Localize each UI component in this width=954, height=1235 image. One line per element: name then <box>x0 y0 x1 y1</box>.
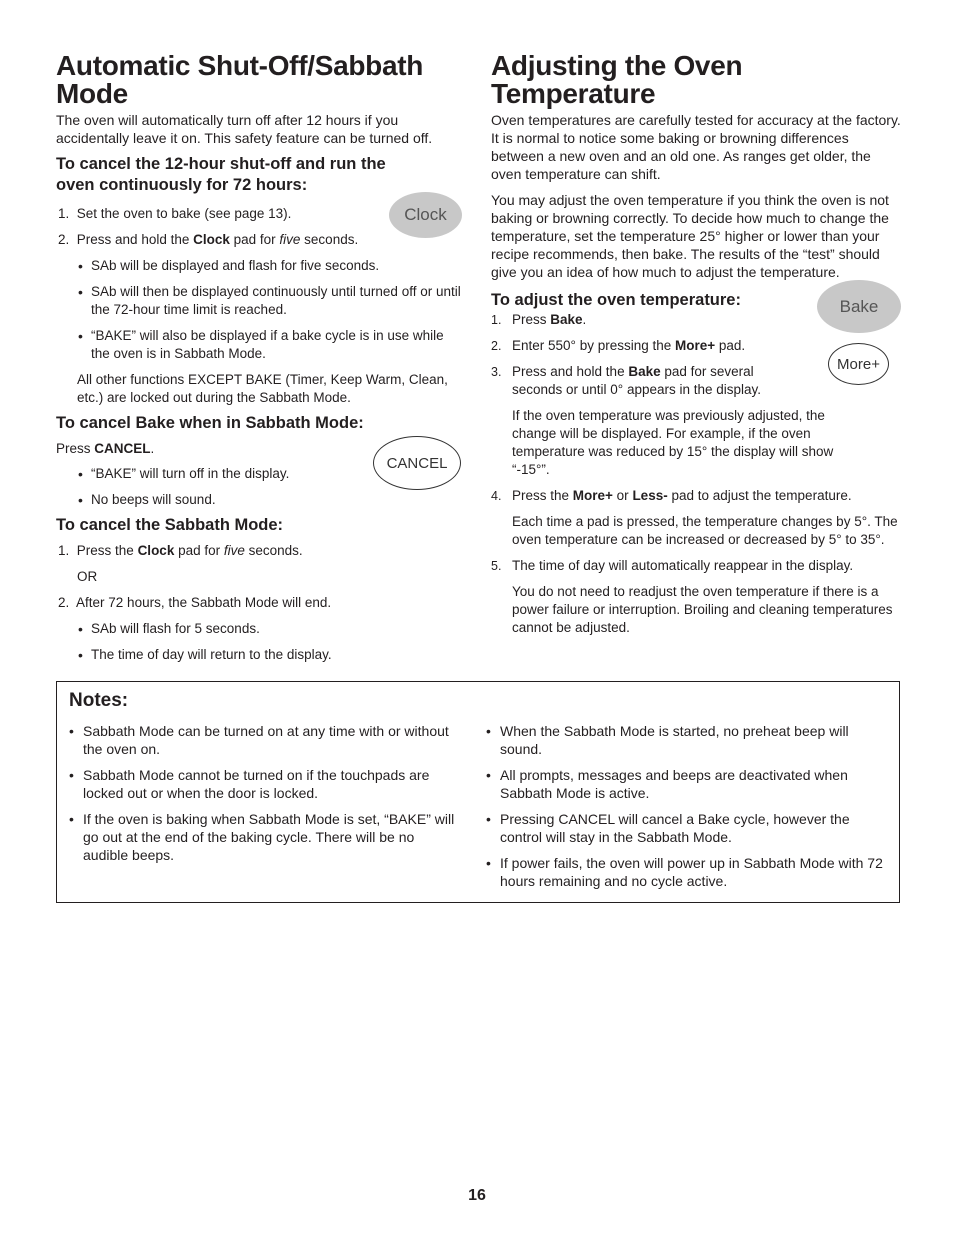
list-item <box>56 327 462 363</box>
list-item <box>56 646 462 664</box>
notes-title: Notes: <box>69 690 129 711</box>
subheading-cancel-bake: To cancel Bake when in Sabbath Mode: <box>56 414 364 432</box>
bullet-dot: • <box>486 811 491 827</box>
step-number: 2. <box>491 339 502 353</box>
list-item-text: “BAKE” will also be displayed if a bake cycle is in use while the oven is in Sabbath Mode. <box>91 328 444 361</box>
step-text: After 72 hours, the Sabbath Mode will end. <box>76 595 332 610</box>
press-text: Press <box>56 441 95 456</box>
step-text: Press and hold the <box>76 232 194 247</box>
bullet-dot: • <box>78 466 83 482</box>
step-text: . <box>582 312 587 327</box>
adjust-step-3 <box>491 363 792 399</box>
list-item-text: “BAKE” will turn off in the display. <box>91 466 290 481</box>
list-item-text: SAb will then be displayed continuously until turned off or until the 72-hour time limit is reached. <box>91 284 461 317</box>
list-item <box>486 722 888 758</box>
right-column <box>491 52 901 637</box>
subheading-line-2: oven continuously for 72 hours: <box>56 176 308 194</box>
bullet-dot: • <box>69 811 74 827</box>
adjust-step-4 <box>491 487 901 505</box>
list-item <box>486 766 888 802</box>
section-title-oven-temp: Adjusting the Oven Temperature <box>491 50 743 109</box>
subheading-adjust-temp: To adjust the oven temperature: <box>491 291 741 309</box>
adjust-step-5 <box>491 557 901 575</box>
cancel-keyword: CANCEL <box>94 441 151 456</box>
note-text: If the oven is baking when Sabbath Mode is set, “BAKE” will go out at the end of the baking cycle. There will be no audible beeps. <box>83 811 455 863</box>
list-item <box>56 491 462 509</box>
subheading-line-1: To cancel the 12-hour shut-off and run the <box>56 155 386 173</box>
subheading-cancel-sabbath: To cancel the Sabbath Mode: <box>56 516 284 534</box>
paragraph-adjust: You may adjust the oven temperature if you think the oven is not baking or browning correctly. To decide how much to change the temperature, set the temperature 25° higher or lower than your recipe recommends, then bake. The results of the “test” should give you an idea of how much to adjust the temperature. <box>491 192 889 280</box>
step-text: pad. <box>715 338 746 353</box>
bullet-dot: • <box>486 767 491 783</box>
bake-keyword: Bake <box>550 312 583 327</box>
clock-keyword: Clock <box>193 232 230 247</box>
step-number: 1. <box>491 313 502 327</box>
note-text: If power fails, the oven will power up in Sabbath Mode with 72 hours remaining and no cycle active. <box>500 855 883 889</box>
step-text: or <box>612 488 633 503</box>
step-text: Enter 550° by pressing the <box>512 338 675 353</box>
bullet-dot: • <box>78 621 83 637</box>
step-number: 1. <box>58 206 70 221</box>
step-text: seconds. <box>300 232 359 247</box>
paragraph-accuracy: Oven temperatures are carefully tested for accuracy at the factory. It is normal to notice some baking or browning differences between a new oven and an old one. As ranges get older, the oven temperature can shift. <box>491 112 901 182</box>
five-keyword: five <box>279 232 301 247</box>
step-text: seconds. <box>244 543 303 558</box>
intro-paragraph: The oven will automatically turn off after 12 hours if you accidentally leave it on. This safety feature can be turned off. <box>56 112 433 146</box>
list-item <box>486 854 888 890</box>
list-item-text: SAb will flash for 5 seconds. <box>91 621 260 636</box>
other-functions-note: All other functions EXCEPT BAKE (Timer, Keep Warm, Clean, etc.) are locked out during the Sabbath Mode. <box>77 372 448 405</box>
step-text: The time of day will automatically reappear in the display. <box>512 558 854 573</box>
title-line-1: Automatic Shut-Off/Sabbath <box>56 50 424 81</box>
bake-pad-icon: Bake <box>817 280 901 333</box>
list-item <box>69 766 457 802</box>
bullet-dot: • <box>78 258 83 274</box>
step-number: 5. <box>491 559 502 573</box>
step-number: 2. <box>58 595 70 610</box>
clock-keyword: Clock <box>137 543 175 558</box>
adjust-step-4-note: Each time a pad is pressed, the temperature changes by 5°. The oven temperature can be increased or decreased by 5° to 35°. <box>512 514 898 547</box>
step-text: Press <box>512 312 551 327</box>
list-item <box>69 810 457 864</box>
adjust-step-3-note: If the oven temperature was previously adjusted, the change will be displayed. For example, if the oven temperature was reduced by 15° the display will show “-15°”. <box>512 408 834 477</box>
subheading-cancel-shutoff <box>56 154 462 196</box>
section-title-sabbath <box>56 52 462 108</box>
step-text: Press the <box>76 543 138 558</box>
more-keyword: More+ <box>572 488 613 503</box>
more-plus-pad-icon: More+ <box>828 343 889 385</box>
title-line-2: Mode <box>56 78 128 109</box>
bullet-dot: • <box>69 723 74 739</box>
list-item <box>69 722 457 758</box>
notes-left-column <box>69 722 457 872</box>
step-number: 2. <box>58 232 70 247</box>
list-item <box>56 257 462 275</box>
note-text: Pressing CANCEL will cancel a Bake cycle, however the control will stay in the Sabbath Mode. <box>500 811 850 845</box>
more-keyword: More+ <box>675 338 716 353</box>
note-text: Sabbath Mode can be turned on at any time with or without the oven on. <box>83 723 449 757</box>
or-label: OR <box>77 569 98 584</box>
list-item <box>56 620 462 638</box>
notes-box <box>56 681 900 903</box>
adjust-step-5-note: You do not need to readjust the oven temperature if there is a power failure or interruption. Broiling and cleaning temperatures cannot be adjusted. <box>512 584 893 635</box>
bullet-dot: • <box>69 767 74 783</box>
notes-right-column <box>486 722 888 898</box>
step-2 <box>56 231 462 249</box>
step-text: pad for <box>229 232 280 247</box>
list-item <box>56 283 462 319</box>
left-column <box>56 52 462 664</box>
bullet-dot: • <box>486 723 491 739</box>
list-item-text: No beeps will sound. <box>91 492 216 507</box>
bullet-dot: • <box>486 855 491 871</box>
bullet-dot: • <box>78 328 83 344</box>
bullet-dot: • <box>78 492 83 508</box>
five-keyword: five <box>223 543 245 558</box>
cancel-pad-icon: CANCEL <box>373 436 461 490</box>
bake-keyword: Bake <box>628 364 661 379</box>
step-number: 3. <box>491 365 502 379</box>
note-text: All prompts, messages and beeps are deactivated when Sabbath Mode is active. <box>500 767 848 801</box>
page-number: 16 <box>468 1187 486 1204</box>
note-text: Sabbath Mode cannot be turned on if the touchpads are locked out or when the door is locked. <box>83 767 430 801</box>
list-item <box>486 810 888 846</box>
clock-pad-icon: Clock <box>389 192 462 238</box>
bullet-list-cancel-sabbath <box>56 620 462 664</box>
note-text: When the Sabbath Mode is started, no preheat beep will sound. <box>500 723 849 757</box>
press-text: . <box>150 441 155 456</box>
bullet-dot: • <box>78 647 83 663</box>
cancel-step-2 <box>56 594 462 612</box>
bullet-dot: • <box>78 284 83 300</box>
step-text: Set the oven to bake (see page 13). <box>76 206 292 221</box>
step-text: pad to adjust the temperature. <box>667 488 852 503</box>
less-keyword: Less- <box>632 488 668 503</box>
step-number: 4. <box>491 489 502 503</box>
step-text: pad for several seconds or until 0° appears in the display. <box>512 364 762 397</box>
step-text: Press the <box>512 488 573 503</box>
step-text: Press and hold the <box>512 364 629 379</box>
step-number: 1. <box>58 543 70 558</box>
list-item-text: SAb will be displayed and flash for five seconds. <box>91 258 380 273</box>
step-text: pad for <box>174 543 224 558</box>
cancel-step-1 <box>56 542 462 560</box>
list-item-text: The time of day will return to the display. <box>91 647 332 662</box>
bullet-list-sabbath <box>56 257 462 363</box>
